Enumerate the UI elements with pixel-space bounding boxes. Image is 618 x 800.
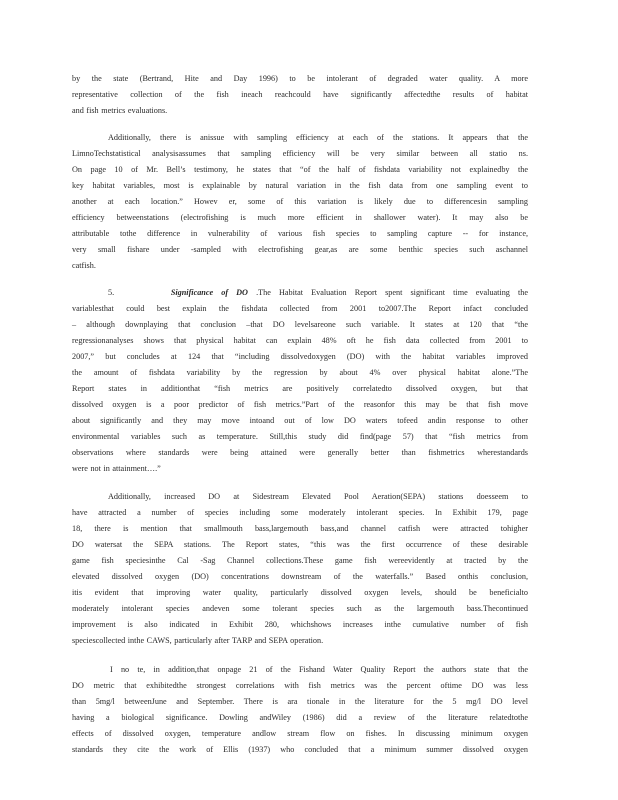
text-line: .The Habitat Evaluation Report spent significant time evaluating the xyxy=(256,288,529,297)
text-line: elevated dissolved oxygen (DO) concentrations downstream of the waterfalls.” Based onthis conclusion, xyxy=(72,572,528,581)
text-line: effects of dissolved oxygen, temperature andlow stream flow on fishes. In discussing minimum oxygen xyxy=(72,729,528,738)
text-line: – although downplaying that conclusion –that DO levelsareone such variable. It states at 120 that “the xyxy=(72,320,528,329)
text-line: Report states in additionthat “fish metrics are positively correlatedto dissolved oxygen, but that xyxy=(72,384,528,393)
text-line: another at each location.” Howev er, some of this variation is likely due to differencesin sampling xyxy=(72,197,528,206)
text-line: itis evident that improving water quality, particularly dissolved oxygen levels, should be beneficialto xyxy=(72,588,528,597)
text-line: the amount of fishdata variability by the regression by about 4% over physical habitat alone.”The xyxy=(72,368,528,377)
text-line: standards they cite the work of Ellis (1937) who concluded that a minimum summer dissolved oxygen xyxy=(72,745,528,754)
text-line: observations where standards were being attained were generally better than fishmetrics wherestandards xyxy=(72,448,528,457)
section-heading: Significance of DO xyxy=(170,288,248,297)
text-line: dissolved oxygen is a poor predictor of fish metrics.”Part of the reasonfor this may be that fish move xyxy=(72,400,528,409)
text-line: efficiency betweenstations (electrofishing is much more efficient in shallower water). It may also be xyxy=(72,213,528,222)
text-line: key habitat variables, most is explainable by natural variation in the fish data from one sampling event to xyxy=(72,181,528,190)
text-line: regressionanalyses shows that physical habitat can explain 48% oft he fish data collected from 2001 to xyxy=(72,336,528,345)
text-line: about significantly and they may move intoand out of low DO waters tofeed andin response to other xyxy=(72,416,528,425)
text-line: I no te, in addition,that onpage 21 of the Fishand Water Quality Report the authors state that the xyxy=(110,665,528,674)
text-line: and fish metrics evaluations. xyxy=(72,106,168,115)
text-line: attributable tothe difference in vulnerability of various fish species to sampling capture -- for instance, xyxy=(72,229,528,238)
text-line: game fish speciesinthe Cal -Sag Channel collections.These game fish wereevidently at tracted by the xyxy=(72,556,528,565)
text-line: Additionally, there is anissue with sampling efficiency at each of the stations. It appears that the xyxy=(108,133,528,142)
text-line: having a biological significance. Dowling andWiley (1986) did a review of the literature relatedtothe xyxy=(72,713,528,722)
text-line: environmental variables such as temperature. Still,this study did find(page 57) that “fish metrics from xyxy=(72,432,528,441)
text-line: than 5mg/l betweenJune and September. There is ara tionale in the literature for the 5 mg/l DO level xyxy=(72,697,528,706)
text-line: representative collection of the fish ineach reachcould have significantly affectedthe results of habitat xyxy=(72,90,528,99)
text-line: speciescollected inthe CAWS, particularly after TARP and SEPA operation. xyxy=(72,636,324,645)
text-line: LimnoTechstatistical analysisassumes that sampling efficiency will be very similar between all statio ns. xyxy=(72,149,528,158)
text-line: 18, there is mention that smallmouth bass,largemouth bass,and channel catfish were attracted tohigher xyxy=(72,524,528,533)
text-line: Additionally, increased DO at Sidestream Elevated Pool Aeration(SEPA) stations doesseem to xyxy=(108,492,528,501)
text-line: were not in attainment….” xyxy=(72,464,161,473)
text-line: very small fishare under -sampled with electrofishing gear,as are some benthic species such aschannel xyxy=(72,245,528,254)
text-line: have attracted a number of species including some moderately intolerant species. In Exhibit 179, page xyxy=(72,508,528,517)
section-number: 5. xyxy=(108,288,115,297)
text-line: by the state (Bertrand, Hite and Day 1996) to be intolerant of degraded water quality. A more xyxy=(72,74,528,83)
text-line: moderately intolerant species andeven some tolerant species such as the largemouth bass.Thecontinued xyxy=(72,604,528,613)
text-line: 2007,” but concludes at 124 that “including dissolvedoxygen (DO) with the habitat variables improved xyxy=(72,352,528,361)
text-line: improvement is also indicated in Exhibit 280, whichshows increases inthe cumulative number of fish xyxy=(72,620,528,629)
text-line: DO metric that exhibitedthe strongest correlations with fish metrics was the percent oftime DO was less xyxy=(72,681,528,690)
text-line: On page 10 of Mr. Bell’s testimony, he states that “of the half of fishdata variability not explainedby the xyxy=(72,165,528,174)
text-line: catfish. xyxy=(72,261,96,270)
section-heading-line xyxy=(108,287,528,299)
text-line: variablesthat could best explain the fishdata collected from 2001 to2007.The Report infact concluded xyxy=(72,304,528,313)
text-line: DO watersat the SEPA stations. The Report states, “this was the first occurrence of these desirable xyxy=(72,540,528,549)
